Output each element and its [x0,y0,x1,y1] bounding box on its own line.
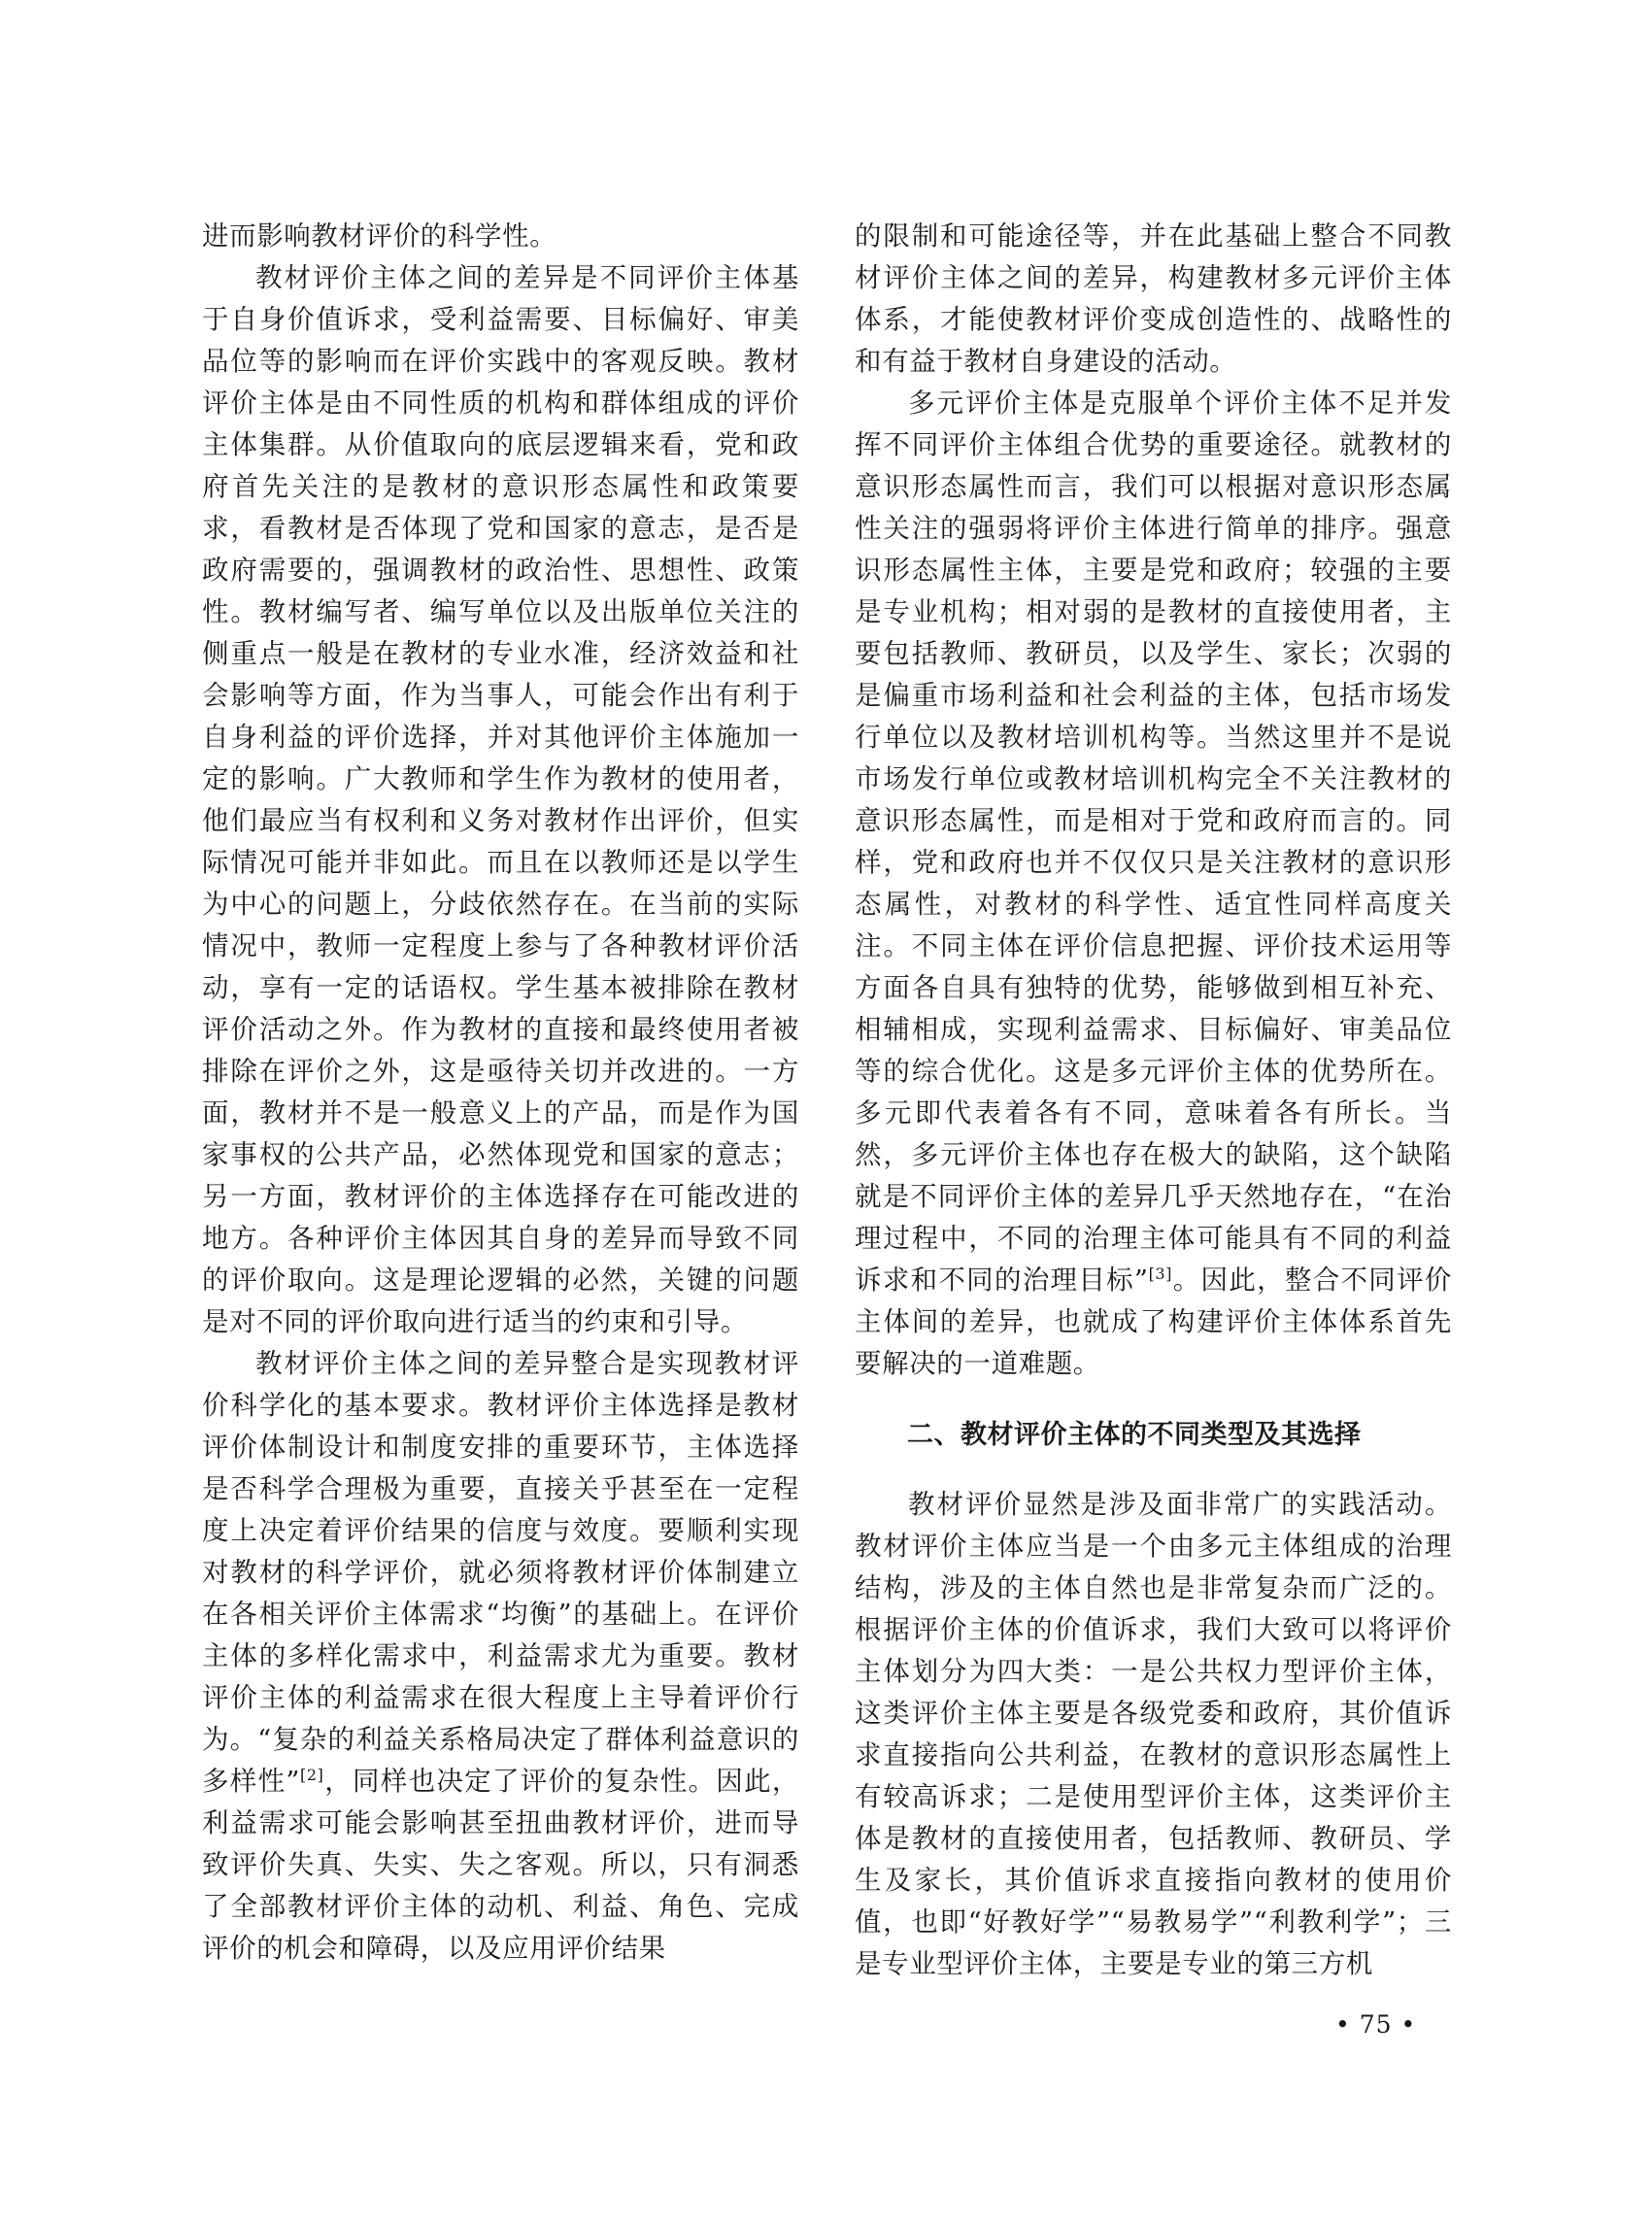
paragraph-continuation: 的限制和可能途径等，并在此基础上整合不同教材评价主体之间的差异，构建教材多元评价主体体系，才能使教材评价变成创造性的、战略性的和有益于教材自身建设的活动。 [855,220,1452,377]
paragraph-difference-integration [202,1343,799,1970]
paragraph-evaluator-types: 教材评价显然是涉及面非常广的实践活动。教材评价主体应当是一个由多元主体组成的治理结构，涉及的主体自然也是非常复杂而广泛的。根据评价主体的价值诉求，我们大致可以将评价主体划分为四大类：一是公共权力型评价主体，这类评价主体主要是各级党委和政府，其价值诉求直接指向公共利益，在教材的意识形态属性上有较高诉求；二是使用型评价主体，这类评价主体是教材的直接使用者，包括教师、教研员、学生及家长，其价值诉求直接指向教材的使用价值，也即“好教好学”“易教易学”“利教利学”；三是专业型评价主体，主要是专业的第三方机 [855,1489,1452,1979]
paragraph-text: 。因此，整合不同评价主体间的差异，也就成了构建评价主体体系首先要解决的一道难题。 [855,1264,1452,1379]
paragraph-continuation: 进而影响教材评价的科学性。 [202,220,557,252]
citation-ref[interactable]: [3] [1148,1264,1173,1283]
paragraph-evaluator-differences: 教材评价主体之间的差异是不同评价主体基于自身价值诉求，受利益需要、目标偏好、审美品位等的影响而在评价实践中的客观反映。教材评价主体是由不同性质的机构和群体组成的评价主体集群。从价值取向的底层逻辑来看，党和政府首先关注的是教材的意识形态属性和政策要求，看教材是否体现了党和国家的意志，是否是政府需要的，强调教材的政治性、思想性、政策性。教材编写者、编写单位以及出版单位关注的侧重点一般是在教材的专业水准，经济效益和社会影响等方面，作为当事人，可能会作出有利于自身利益的评价选择，并对其他评价主体施加一定的影响。广大教师和学生作为教材的使用者，他们最应当有权利和义务对教材作出评价，但实际情况可能并非如此。而且在以教师还是以学生为中心的问题上，分歧依然存在。在当前的实际情况中，教师一定程度上参与了各种教材评价活动，享有一定的话语权。学生基本被排除在教材评价活动之外。作为教材的直接和最终使用者被排除在评价之外，这是亟待关切并改进的。一方面，教材并不是一般意义上的产品，而是作为国家事权的公共产品，必然体现党和国家的意志；另一方面，教材评价的主体选择存在可能改进的地方。各种评价主体因其自身的差异而导致不同的评价取向。这是理论逻辑的必然，关键的问题是对不同的评价取向进行适当的约束和引导。 [202,262,799,1337]
paragraph-text: 多元评价主体是克服单个评价主体不足并发挥不同评价主体组合优势的重要途径。就教材的意识形态属性而言，我们可以根据对意识形态属性关注的强弱将评价主体进行简单的排序。强意识形态属性主体，主要是党和政府；较强的主要是专业机构；相对弱的是教材的直接使用者，主要包括教师、教研员，以及学生、家长；次弱的是偏重市场利益和社会利益的主体，包括市场发行单位以及教材培训机构等。当然这里并不是说市场发行单位或教材培训机构完全不关注教材的意识形态属性，而是相对于党和政府而言的。同样，党和政府也并不仅仅只是关注教材的意识形态属性，对教材的科学性、适宜性同样高度关注。不同主体在评价信息把握、评价技术运用等方面各自具有独特的优势，能够做到相互补充、相辅相成，实现利益需求、目标偏好、审美品位等的综合优化。这是多元评价主体的优势所在。多元即代表着各有不同，意味着各有所长。当然，多元评价主体也存在极大的缺陷，这个缺陷就是不同评价主体的差异几乎天然地存在，“在治理过程中，不同的治理主体可能具有不同的利益诉求和不同的治理目标” [855,388,1452,1296]
citation-ref[interactable]: [2] [300,1766,324,1784]
paragraph-text: 教材评价主体之间的差异整合是实现教材评价科学化的基本要求。教材评价主体选择是教材评价体制设计和制度安排的重要环节，主体选择是否科学合理极为重要，直接关乎甚至在一定程度上决定着评价结果的信度与效度。要顺利实现对教材的科学评价，就必须将教材评价体制建立在各相关评价主体需求“均衡”的基础上。在评价主体的多样化需求中，利益需求尤为重要。教材评价主体的利益需求在很大程度上主导着评价行为。“复杂的利益关系格局决定了群体利益意识的多样性” [202,1348,799,1797]
paragraph-multiple-evaluators [855,383,1452,1385]
left-column [202,216,799,1970]
page-number: • 75 • [1335,2010,1417,2039]
paragraph-text: ，同样也决定了评价的复杂性。因此，利益需求可能会影响甚至扭曲教材评价，进而导致评价失真、失实、失之客观。所以，只有洞悉了全部教材评价主体的动机、利益、角色、完成评价的机会和障碍，以及应用评价结果 [202,1766,799,1964]
section-heading: 二、教材评价主体的不同类型及其选择 [907,1420,1362,1450]
right-column [855,216,1452,1985]
